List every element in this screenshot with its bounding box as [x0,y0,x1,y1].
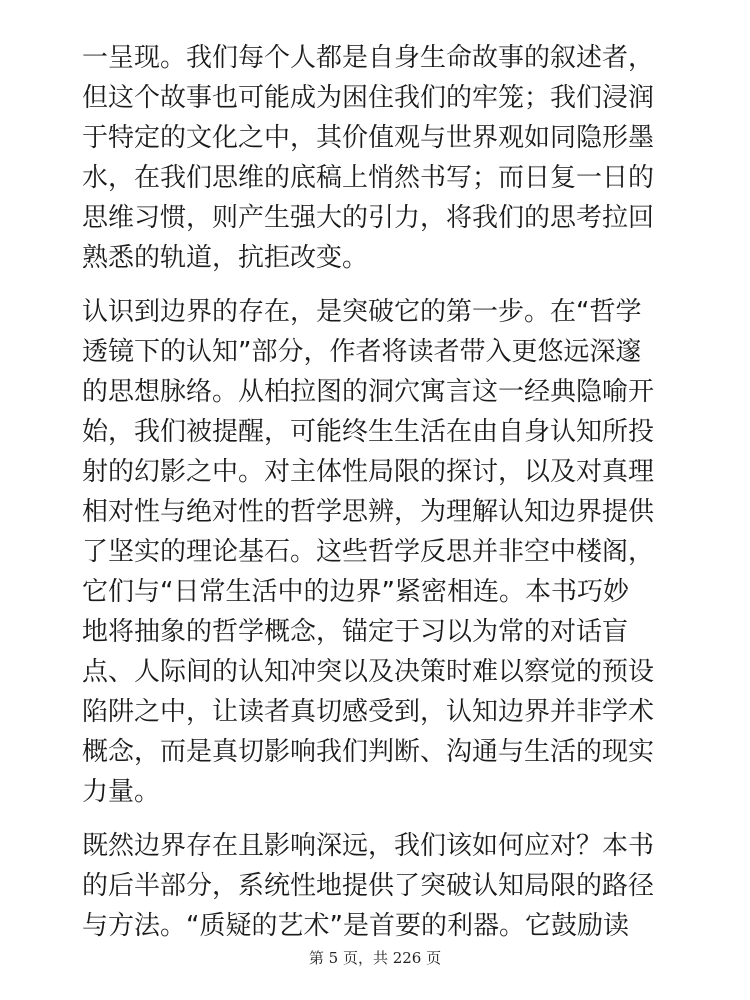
text-line: 水，在我们思维的底稿上悄然书写；而日复一日的 [82,163,655,193]
text-line: 熟悉的轨道，抗拒改变。 [82,243,369,273]
text-line: 一呈现。我们每个人都是自身生命故事的叙述者， [82,43,655,73]
body-text [82,38,682,960]
text-line: 思维习惯，则产生强大的引力，将我们的思考拉回 [82,203,655,233]
text-line: 概念，而是真切影响我们判断、沟通与生活的现实 [82,737,655,767]
text-line: 相对性与绝对性的哲学思辨，为理解认知边界提供 [82,497,655,527]
text-line: 的思想脉络。从柏拉图的洞穴寓言这一经典隐喻开 [82,377,655,407]
text-line: 但这个故事也可能成为困住我们的牢笼；我们浸润 [82,83,655,113]
text-line: 与方法。“质疑的艺术”是首要的利器。它鼓励读 [82,911,629,941]
text-line: 地将抽象的哲学概念，锚定于习以为常的对话盲 [82,617,629,647]
text-line: 点、人际间的认知冲突以及决策时难以察觉的预设 [82,657,655,687]
paragraph-2 [82,292,682,812]
text-line: 射的幻影之中。对主体性局限的探讨，以及对真理 [82,457,655,487]
text-line: 始，我们被提醒，可能终生生活在由自身认知所投 [82,417,655,447]
paragraph-1 [82,38,682,278]
text-line: 了坚实的理论基石。这些哲学反思并非空中楼阁， [82,537,655,567]
paragraph-3 [82,826,682,946]
text-line: 力量。 [82,777,161,807]
text-line: 于特定的文化之中，其价值观与世界观如同隐形墨 [82,123,655,153]
text-line: 透镜下的认知”部分，作者将读者带入更悠远深邃 [82,337,642,367]
text-line: 的后半部分，系统性地提供了突破认知局限的路径 [82,871,655,901]
page-number-footer: 第 5 页，共 226 页 [308,949,442,967]
text-line: 认识到边界的存在，是突破它的第一步。在“哲学 [82,297,642,327]
text-line: 它们与“日常生活中的边界”紧密相连。本书巧妙 [82,577,629,607]
text-line: 陷阱之中，让读者真切感受到，认知边界并非学术 [82,697,655,727]
text-line: 既然边界存在且影响深远，我们该如何应对？本书 [82,831,655,861]
